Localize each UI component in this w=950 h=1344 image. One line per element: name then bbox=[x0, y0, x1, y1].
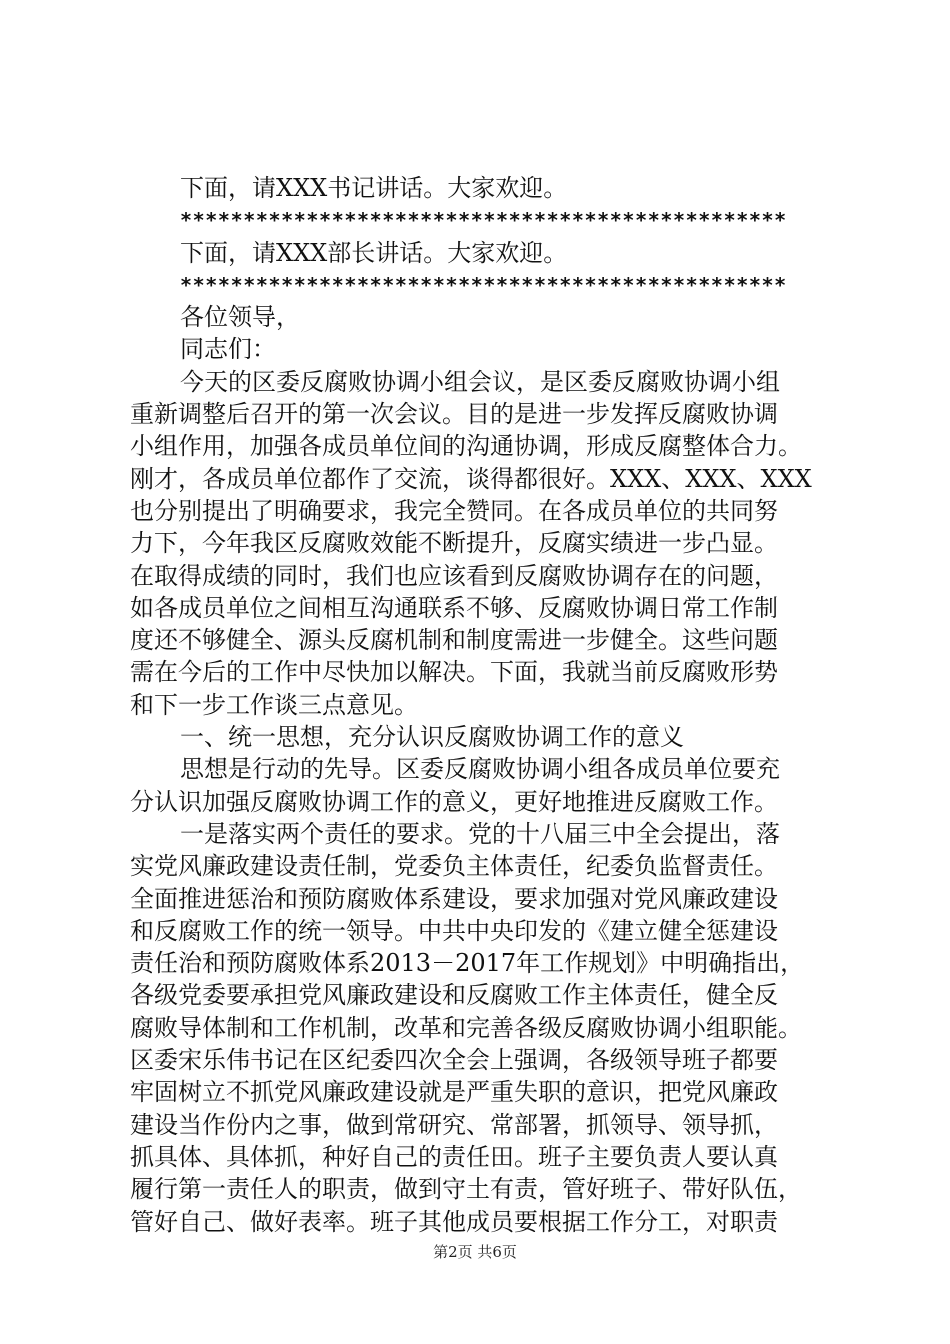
text-line: 牢固树立不抓党风廉政建设就是严重失职的意识，把党风廉政 bbox=[130, 1078, 778, 1107]
text-line: 一是落实两个责任的要求。党的十八届三中全会提出，落 bbox=[180, 819, 780, 848]
text-line: 责任治和预防腐败体系2013－2017年工作规划》中明确指出， bbox=[130, 949, 805, 978]
text-line: 腐败导体制和工作机制，改革和完善各级反腐败协调小组职能。 bbox=[130, 1013, 802, 1042]
text-line: 同志们： bbox=[180, 335, 276, 364]
text-line: 小组作用，加强各成员单位间的沟通协调，形成反腐整体合力。 bbox=[130, 432, 802, 461]
text-line: 和反腐败工作的统一领导。中共中央印发的《建立健全惩建设 bbox=[130, 916, 778, 945]
text-line: 刚才，各成员单位都作了交流，谈得都很好。XXX、XXX、XXX bbox=[130, 464, 812, 493]
text-line: 需在今后的工作中尽快加以解决。下面，我就当前反腐败形势 bbox=[130, 658, 778, 687]
text-line: 如各成员单位之间相互沟通联系不够、反腐败协调日常工作制 bbox=[130, 593, 778, 622]
text-line: 在取得成绩的同时，我们也应该看到反腐败协调存在的问题， bbox=[130, 561, 778, 590]
page-footer: 第2页 共6页 bbox=[433, 1243, 517, 1261]
text-line: 重新调整后召开的第一次会议。目的是进一步发挥反腐败协调 bbox=[130, 400, 778, 429]
separator-line: ************************************************ bbox=[180, 272, 787, 297]
text-line: 建设当作份内之事，做到常研究、常部署，抓领导、领导抓， bbox=[130, 1110, 778, 1139]
text-line: 履行第一责任人的职责，做到守土有责，管好班子、带好队伍， bbox=[130, 1175, 802, 1204]
text-line: 实党风廉政建设责任制，党委负主体责任，纪委负监督责任。 bbox=[130, 852, 778, 881]
text-line: 下面，请XXX部长讲话。大家欢迎。 bbox=[180, 238, 568, 267]
text-line: 管好自己、做好表率。班子其他成员要根据工作分工，对职责 bbox=[130, 1207, 778, 1236]
text-line: 下面，请XXX书记讲话。大家欢迎。 bbox=[180, 174, 568, 202]
text-line: 也分别提出了明确要求，我完全赞同。在各成员单位的共同努 bbox=[130, 496, 778, 525]
text-line: 力下，今年我区反腐败效能不断提升，反腐实绩进一步凸显。 bbox=[130, 529, 778, 558]
text-line: 抓具体、具体抓，种好自己的责任田。班子主要负责人要认真 bbox=[130, 1142, 778, 1171]
text-line: 分认识加强反腐败协调工作的意义，更好地推进反腐败工作。 bbox=[130, 787, 778, 816]
text-line: 一、统一思想，充分认识反腐败协调工作的意义 bbox=[180, 723, 684, 752]
text-line: 各级党委要承担党风廉政建设和反腐败工作主体责任，健全反 bbox=[130, 981, 778, 1010]
text-line: 各位领导， bbox=[180, 303, 300, 332]
separator-line: ************************************************ bbox=[180, 208, 787, 233]
document-body bbox=[130, 172, 830, 1238]
text-line: 度还不够健全、源头反腐机制和制度需进一步健全。这些问题 bbox=[130, 626, 778, 655]
text-line: 思想是行动的先导。区委反腐败协调小组各成员单位要充 bbox=[180, 755, 780, 784]
text-line: 区委宋乐伟书记在区纪委四次全会上强调，各级领导班子都要 bbox=[130, 1046, 778, 1075]
text-line: 和下一步工作谈三点意见。 bbox=[130, 690, 418, 719]
text-line: 全面推进惩治和预防腐败体系建设，要求加强对党风廉政建设 bbox=[130, 884, 778, 913]
text-line: 今天的区委反腐败协调小组会议，是区委反腐败协调小组 bbox=[180, 367, 780, 396]
